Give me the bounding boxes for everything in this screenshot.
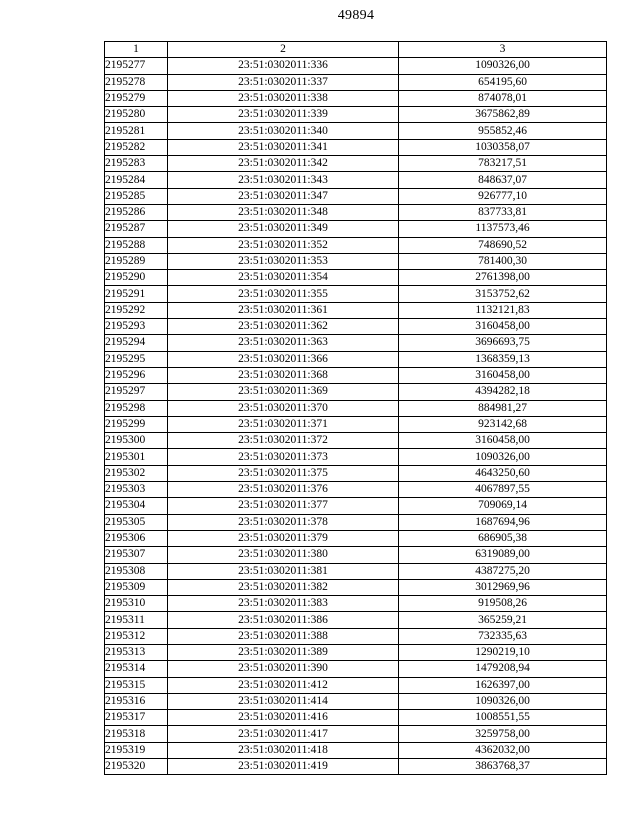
table-row xyxy=(105,74,607,90)
column-header-2: 2 xyxy=(168,42,399,58)
cadastral-number-cell: 23:51:0302011:376 xyxy=(168,482,399,498)
table-row xyxy=(105,172,607,188)
row-number-cell: 2195315 xyxy=(105,677,168,693)
row-number-cell: 2195297 xyxy=(105,384,168,400)
value-cell: 837733,81 xyxy=(399,204,607,220)
cadastral-number-cell: 23:51:0302011:336 xyxy=(168,58,399,74)
value-cell: 3012969,96 xyxy=(399,579,607,595)
row-number-cell: 2195318 xyxy=(105,726,168,742)
cadastral-number-cell: 23:51:0302011:342 xyxy=(168,156,399,172)
value-cell: 1368359,13 xyxy=(399,351,607,367)
value-cell: 365259,21 xyxy=(399,612,607,628)
value-cell: 1090326,00 xyxy=(399,693,607,709)
row-number-cell: 2195298 xyxy=(105,400,168,416)
cadastral-number-cell: 23:51:0302011:383 xyxy=(168,596,399,612)
value-cell: 874078,01 xyxy=(399,90,607,106)
value-cell: 926777,10 xyxy=(399,188,607,204)
cadastral-number-cell: 23:51:0302011:381 xyxy=(168,563,399,579)
row-number-cell: 2195281 xyxy=(105,123,168,139)
cadastral-number-cell: 23:51:0302011:355 xyxy=(168,286,399,302)
cadastral-number-cell: 23:51:0302011:377 xyxy=(168,498,399,514)
table-row xyxy=(105,253,607,269)
table-row xyxy=(105,204,607,220)
value-cell: 783217,51 xyxy=(399,156,607,172)
table-row xyxy=(105,90,607,106)
value-cell: 1687694,96 xyxy=(399,514,607,530)
cadastral-number-cell: 23:51:0302011:372 xyxy=(168,433,399,449)
cadastral-number-cell: 23:51:0302011:370 xyxy=(168,400,399,416)
cadastral-number-cell: 23:51:0302011:390 xyxy=(168,661,399,677)
page-number: 49894 xyxy=(337,8,375,23)
cadastral-number-cell: 23:51:0302011:368 xyxy=(168,367,399,383)
cadastral-number-cell: 23:51:0302011:353 xyxy=(168,253,399,269)
row-number-cell: 2195293 xyxy=(105,319,168,335)
row-number-cell: 2195294 xyxy=(105,335,168,351)
row-number-cell: 2195278 xyxy=(105,74,168,90)
value-cell: 4643250,60 xyxy=(399,465,607,481)
value-cell: 3259758,00 xyxy=(399,726,607,742)
row-number-cell: 2195291 xyxy=(105,286,168,302)
cadastral-number-cell: 23:51:0302011:382 xyxy=(168,579,399,595)
table-row xyxy=(105,123,607,139)
value-cell: 4394282,18 xyxy=(399,384,607,400)
value-cell: 4067897,55 xyxy=(399,482,607,498)
table-row xyxy=(105,384,607,400)
table-row xyxy=(105,286,607,302)
table-row xyxy=(105,579,607,595)
row-number-cell: 2195296 xyxy=(105,367,168,383)
value-cell: 1137573,46 xyxy=(399,221,607,237)
value-cell: 1008551,55 xyxy=(399,710,607,726)
table-row xyxy=(105,433,607,449)
cadastral-number-cell: 23:51:0302011:412 xyxy=(168,677,399,693)
registry-table xyxy=(104,41,607,775)
value-cell: 4387275,20 xyxy=(399,563,607,579)
cadastral-number-cell: 23:51:0302011:417 xyxy=(168,726,399,742)
row-number-cell: 2195306 xyxy=(105,530,168,546)
cadastral-number-cell: 23:51:0302011:366 xyxy=(168,351,399,367)
cadastral-number-cell: 23:51:0302011:419 xyxy=(168,759,399,775)
table-row xyxy=(105,726,607,742)
row-number-cell: 2195320 xyxy=(105,759,168,775)
table-row xyxy=(105,449,607,465)
table-row xyxy=(105,563,607,579)
cadastral-number-cell: 23:51:0302011:369 xyxy=(168,384,399,400)
row-number-cell: 2195290 xyxy=(105,270,168,286)
cadastral-number-cell: 23:51:0302011:386 xyxy=(168,612,399,628)
table-row xyxy=(105,661,607,677)
table-row xyxy=(105,482,607,498)
value-cell: 3675862,89 xyxy=(399,107,607,123)
row-number-cell: 2195305 xyxy=(105,514,168,530)
value-cell: 686905,38 xyxy=(399,530,607,546)
row-number-cell: 2195302 xyxy=(105,465,168,481)
table-row xyxy=(105,465,607,481)
value-cell: 3153752,62 xyxy=(399,286,607,302)
value-cell: 884981,27 xyxy=(399,400,607,416)
cadastral-number-cell: 23:51:0302011:354 xyxy=(168,270,399,286)
table-body xyxy=(105,58,607,775)
value-cell: 781400,30 xyxy=(399,253,607,269)
table-row xyxy=(105,759,607,775)
row-number-cell: 2195310 xyxy=(105,596,168,612)
table-row xyxy=(105,335,607,351)
row-number-cell: 2195309 xyxy=(105,579,168,595)
row-number-cell: 2195313 xyxy=(105,644,168,660)
value-cell: 6319089,00 xyxy=(399,547,607,563)
table-row xyxy=(105,677,607,693)
table-row xyxy=(105,319,607,335)
cadastral-number-cell: 23:51:0302011:339 xyxy=(168,107,399,123)
value-cell: 1626397,00 xyxy=(399,677,607,693)
cadastral-number-cell: 23:51:0302011:388 xyxy=(168,628,399,644)
value-cell: 1090326,00 xyxy=(399,449,607,465)
value-cell: 3160458,00 xyxy=(399,367,607,383)
value-cell: 955852,46 xyxy=(399,123,607,139)
value-cell: 3160458,00 xyxy=(399,319,607,335)
table-row xyxy=(105,367,607,383)
row-number-cell: 2195299 xyxy=(105,416,168,432)
value-cell: 3160458,00 xyxy=(399,433,607,449)
cadastral-number-cell: 23:51:0302011:341 xyxy=(168,139,399,155)
row-number-cell: 2195314 xyxy=(105,661,168,677)
value-cell: 1090326,00 xyxy=(399,58,607,74)
cadastral-number-cell: 23:51:0302011:416 xyxy=(168,710,399,726)
row-number-cell: 2195319 xyxy=(105,742,168,758)
cadastral-number-cell: 23:51:0302011:352 xyxy=(168,237,399,253)
table-row xyxy=(105,221,607,237)
cadastral-number-cell: 23:51:0302011:363 xyxy=(168,335,399,351)
row-number-cell: 2195280 xyxy=(105,107,168,123)
value-cell: 709069,14 xyxy=(399,498,607,514)
table-row xyxy=(105,644,607,660)
cadastral-number-cell: 23:51:0302011:373 xyxy=(168,449,399,465)
row-number-cell: 2195295 xyxy=(105,351,168,367)
value-cell: 732335,63 xyxy=(399,628,607,644)
row-number-cell: 2195308 xyxy=(105,563,168,579)
table-row xyxy=(105,237,607,253)
cadastral-number-cell: 23:51:0302011:418 xyxy=(168,742,399,758)
table-row xyxy=(105,302,607,318)
value-cell: 1479208,94 xyxy=(399,661,607,677)
row-number-cell: 2195301 xyxy=(105,449,168,465)
table-row xyxy=(105,270,607,286)
row-number-cell: 2195300 xyxy=(105,433,168,449)
cadastral-number-cell: 23:51:0302011:337 xyxy=(168,74,399,90)
row-number-cell: 2195279 xyxy=(105,90,168,106)
value-cell: 1030358,07 xyxy=(399,139,607,155)
row-number-cell: 2195277 xyxy=(105,58,168,74)
cadastral-number-cell: 23:51:0302011:371 xyxy=(168,416,399,432)
table-row xyxy=(105,400,607,416)
row-number-cell: 2195288 xyxy=(105,237,168,253)
cadastral-number-cell: 23:51:0302011:378 xyxy=(168,514,399,530)
value-cell: 3696693,75 xyxy=(399,335,607,351)
value-cell: 748690,52 xyxy=(399,237,607,253)
table-row xyxy=(105,596,607,612)
table-row xyxy=(105,107,607,123)
row-number-cell: 2195311 xyxy=(105,612,168,628)
row-number-cell: 2195289 xyxy=(105,253,168,269)
table-row xyxy=(105,188,607,204)
row-number-cell: 2195292 xyxy=(105,302,168,318)
table-row xyxy=(105,693,607,709)
table-row xyxy=(105,139,607,155)
cadastral-number-cell: 23:51:0302011:389 xyxy=(168,644,399,660)
value-cell: 4362032,00 xyxy=(399,742,607,758)
value-cell: 848637,07 xyxy=(399,172,607,188)
value-cell: 1132121,83 xyxy=(399,302,607,318)
cadastral-number-cell: 23:51:0302011:414 xyxy=(168,693,399,709)
row-number-cell: 2195282 xyxy=(105,139,168,155)
table-row xyxy=(105,612,607,628)
row-number-cell: 2195283 xyxy=(105,156,168,172)
cadastral-number-cell: 23:51:0302011:361 xyxy=(168,302,399,318)
table-row xyxy=(105,547,607,563)
cadastral-number-cell: 23:51:0302011:340 xyxy=(168,123,399,139)
row-number-cell: 2195286 xyxy=(105,204,168,220)
row-number-cell: 2195284 xyxy=(105,172,168,188)
cadastral-number-cell: 23:51:0302011:349 xyxy=(168,221,399,237)
row-number-cell: 2195304 xyxy=(105,498,168,514)
table-row xyxy=(105,156,607,172)
table-row xyxy=(105,710,607,726)
row-number-cell: 2195287 xyxy=(105,221,168,237)
value-cell: 2761398,00 xyxy=(399,270,607,286)
table-row xyxy=(105,416,607,432)
table-row xyxy=(105,498,607,514)
table-row xyxy=(105,514,607,530)
value-cell: 1290219,10 xyxy=(399,644,607,660)
cadastral-number-cell: 23:51:0302011:348 xyxy=(168,204,399,220)
value-cell: 923142,68 xyxy=(399,416,607,432)
value-cell: 3863768,37 xyxy=(399,759,607,775)
column-header-3: 3 xyxy=(399,42,607,58)
value-cell: 919508,26 xyxy=(399,596,607,612)
cadastral-number-cell: 23:51:0302011:379 xyxy=(168,530,399,546)
row-number-cell: 2195317 xyxy=(105,710,168,726)
cadastral-number-cell: 23:51:0302011:338 xyxy=(168,90,399,106)
table-row xyxy=(105,628,607,644)
cadastral-number-cell: 23:51:0302011:380 xyxy=(168,547,399,563)
row-number-cell: 2195316 xyxy=(105,693,168,709)
table-row xyxy=(105,742,607,758)
cadastral-number-cell: 23:51:0302011:347 xyxy=(168,188,399,204)
cadastral-number-cell: 23:51:0302011:375 xyxy=(168,465,399,481)
row-number-cell: 2195285 xyxy=(105,188,168,204)
row-number-cell: 2195307 xyxy=(105,547,168,563)
value-cell: 654195,60 xyxy=(399,74,607,90)
table-row xyxy=(105,58,607,74)
table-header-row xyxy=(105,42,607,58)
row-number-cell: 2195303 xyxy=(105,482,168,498)
table-row xyxy=(105,530,607,546)
cadastral-number-cell: 23:51:0302011:362 xyxy=(168,319,399,335)
table-row xyxy=(105,351,607,367)
row-number-cell: 2195312 xyxy=(105,628,168,644)
column-header-1: 1 xyxy=(105,42,168,58)
cadastral-number-cell: 23:51:0302011:343 xyxy=(168,172,399,188)
